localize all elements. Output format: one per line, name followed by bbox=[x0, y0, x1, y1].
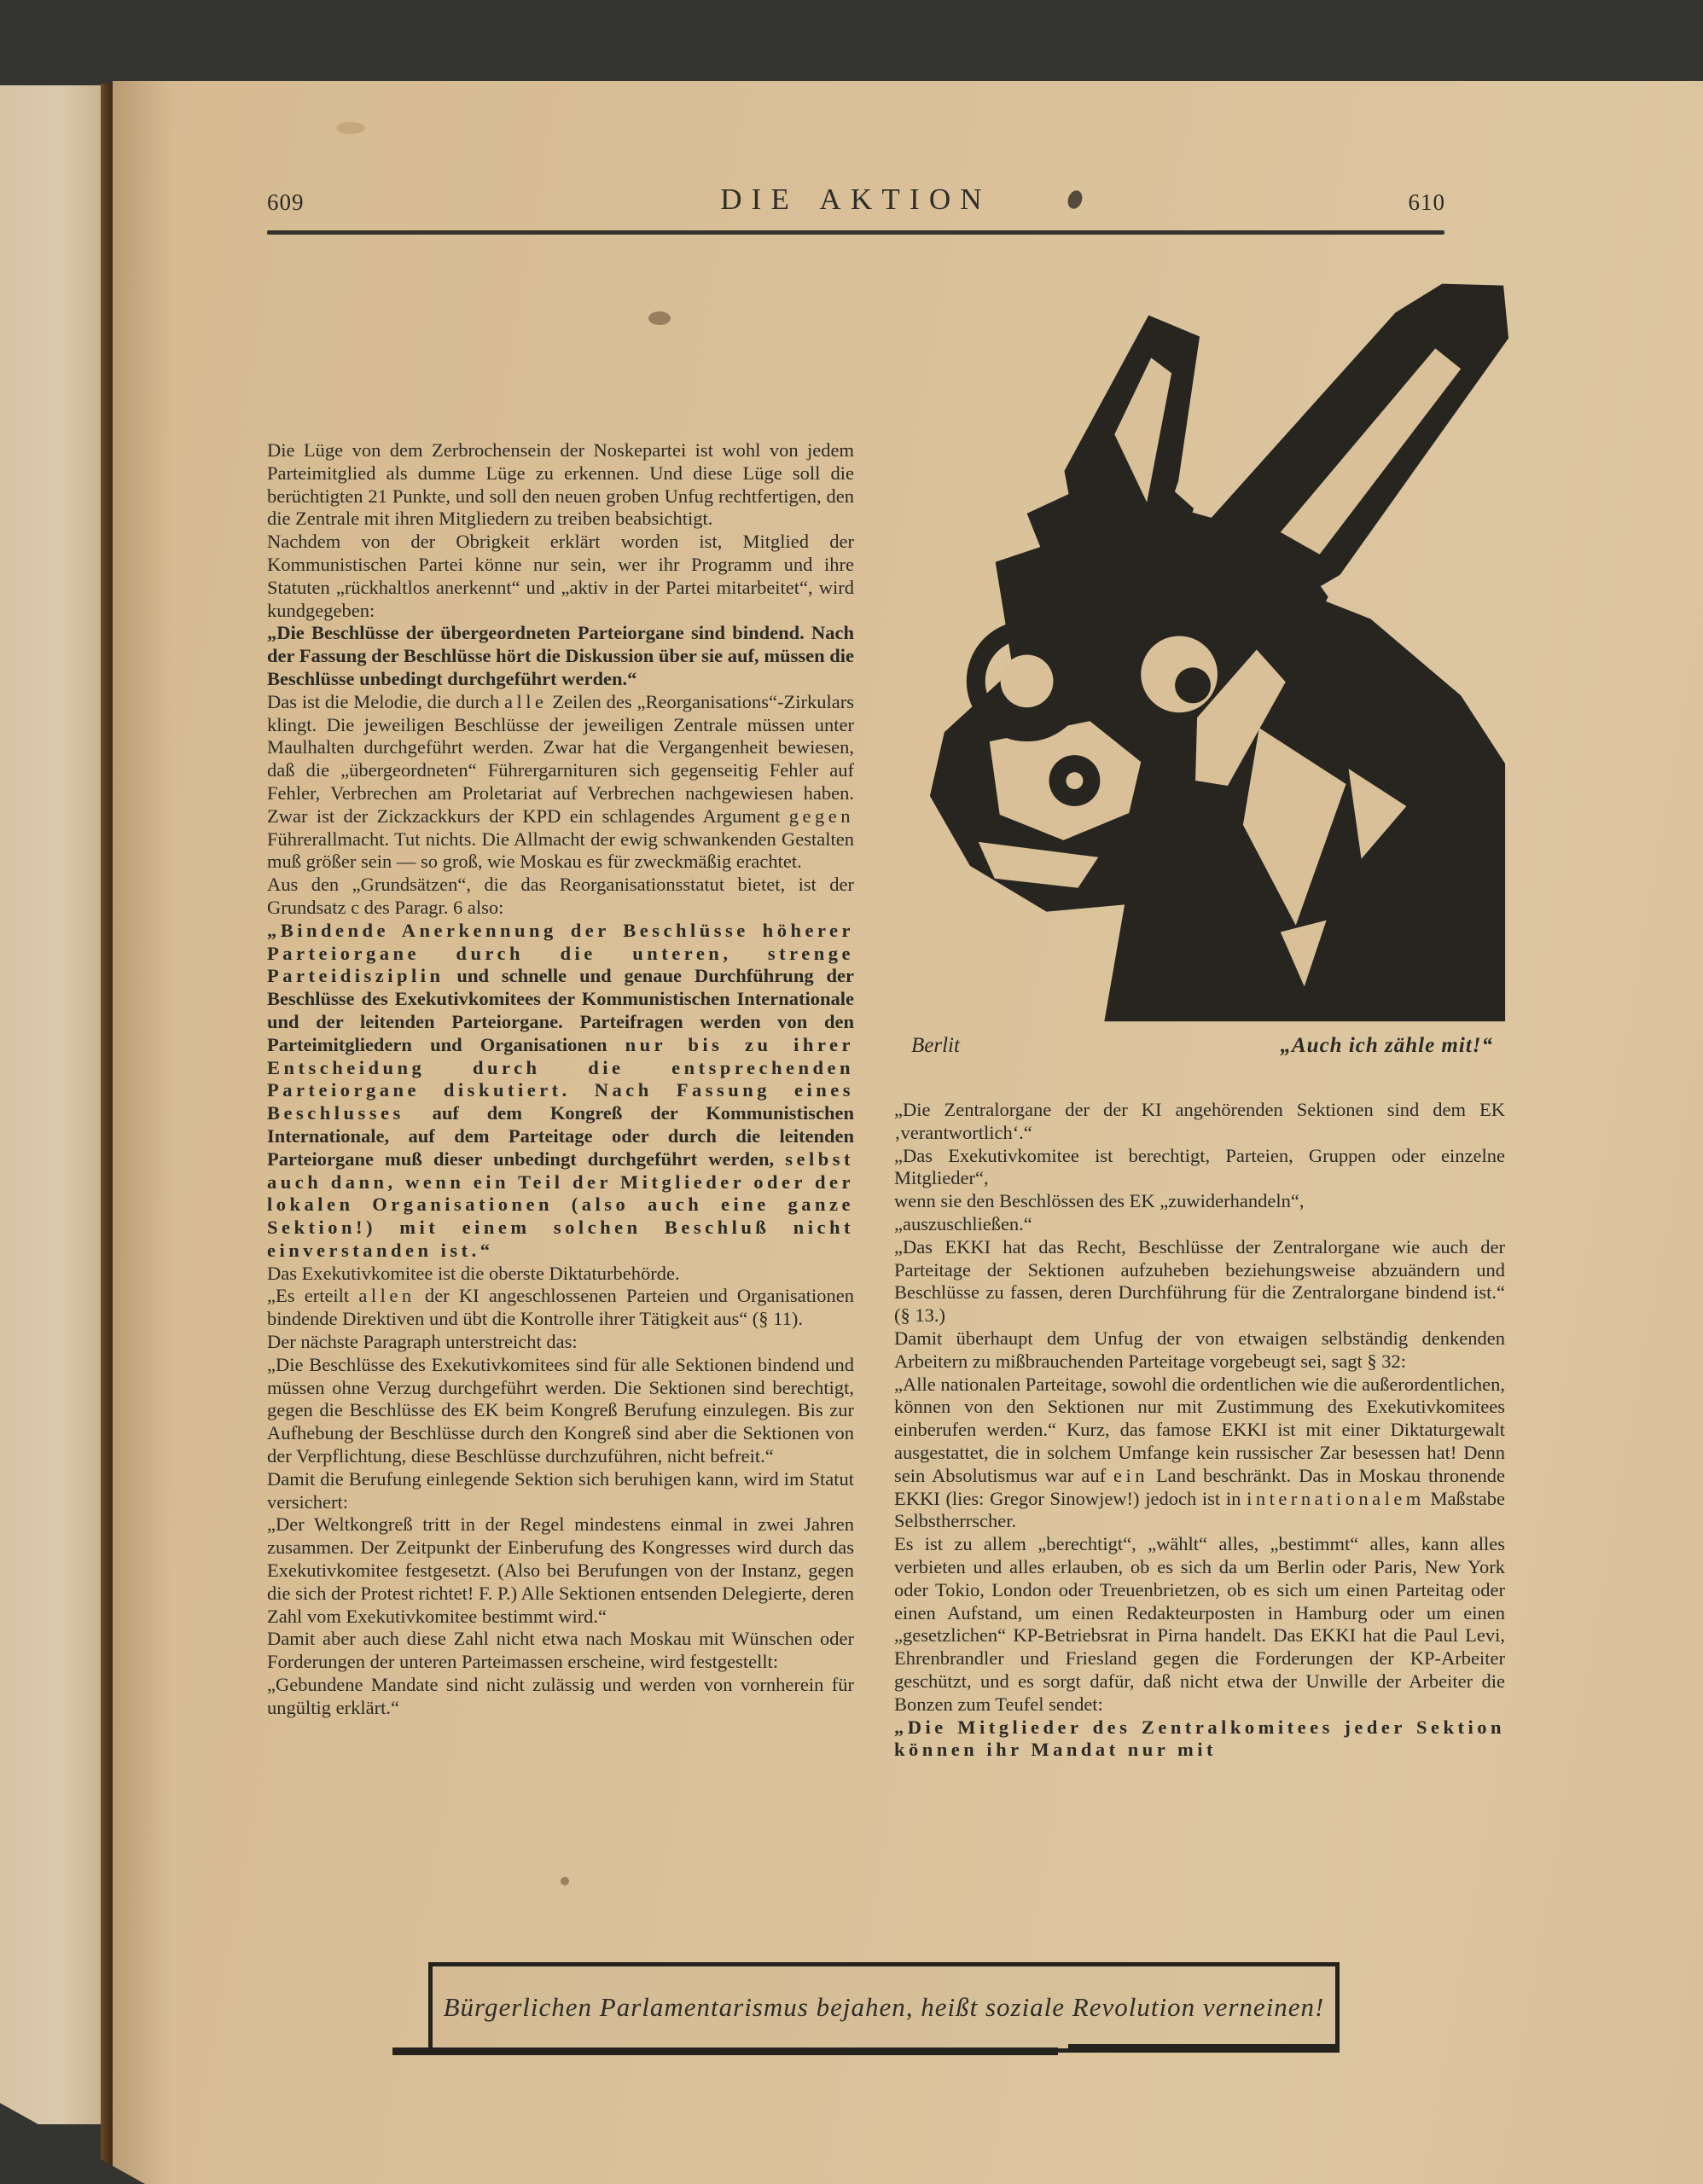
page-number-left: 609 bbox=[267, 189, 305, 215]
paragraph: „Die Beschlüsse des Exekutivkomitees sind für alle Sektionen bindend und müssen ohne Verzug durchgeführt werden. Die Sektionen sind berechtigt, gegen die Beschlüsse des EK beim Kongreß Berufung einzulegen. Bis zur Aufhebung der Beschlüsse durch den Kongreß sind aber die Sektionen von der Verpflichtung, diese Beschlüsse durchzuführen, nicht befreit.“ bbox=[267, 1353, 854, 1467]
footer-banner bbox=[428, 1962, 1340, 2053]
paragraph: „Das Exekutivkomitee ist berechtigt, Parteien, Gruppen oder einzelne Mitglieder“, bbox=[894, 1144, 1505, 1189]
banner-slogan: Bürgerlichen Parlamentarismus bejahen, heißt soziale Revolution verneinen! bbox=[443, 1992, 1325, 2022]
ink-speck bbox=[648, 311, 671, 325]
banner-underline-right bbox=[1068, 2044, 1336, 2052]
paragraph: „Die Zentralorgane der der KI angehörenden Sektionen sind dem EK ‚verantwortlich‘.“ bbox=[894, 1099, 1505, 1143]
paper-stain bbox=[336, 122, 365, 134]
paragraph: Aus den „Grundsätzen“, die das Reorganisationsstatut bietet, ist der Grundsatz c des Paragr. 6 also: bbox=[267, 874, 854, 918]
paragraph: Das ist die Melodie, die durch alle Zeilen des „Reorganisations“-Zirkulars klingt. Die jeweiligen Beschlüsse der jeweiligen Zentrale müssen unter Maulhalten durchgeführt werden. Zwar hat die Vergangenheit bewiesen, daß die „übergeordneten“ Führergarnituren sich gegenseitig Fehler auf Fehler, Verbrechen am Proletariat auf Verbrechen nachgewiesen haben. Zwar ist der Zickzackkurs der KPD ein schlagendes Argument gegen Führerallmacht. Tut nichts. Die Allmacht der ewig schwankenden Gestalten muß größer sein — so groß, wie Moskau es für zweckmäßig erachtet. bbox=[267, 690, 854, 873]
left-text-column bbox=[267, 439, 854, 1945]
right-text-column bbox=[894, 1099, 1505, 1982]
donkey-woodcut-illustration bbox=[898, 249, 1527, 1024]
banner-underline-left bbox=[392, 2048, 1058, 2055]
paragraph: „Alle nationalen Parteitage, sowohl die ordentlichen wie die außerordentlichen, können von den Sektionen nur mit Zustimmung des Exekutivkomitees einberufen werden.“ Kurz, das famose EKKI ist mit einer Diktaturgewalt ausgestattet, die in solchem Umfange kein russischer Zar besessen hat! Denn sein Absolutismus war auf ein Land beschränkt. Das in Moskau thronende EKKI (lies: Gregor Sinowjew!) jedoch ist in internationalem Maßstabe Selbstherrscher. bbox=[894, 1373, 1505, 1532]
paragraph: Es ist zu allem „berechtigt“, „wählt“ alles, „bestimmt“ alles, kann alles verbieten und alles erlauben, ob es sich da um Berlin oder Paris, New York oder Tokio, London oder Treuenbrietzen, ob es sich um einen Parteitag oder einen Aufstand, um einen Redakteurposten in Hamburg oder um einen „gesetzlichen“ KP-Betriebsrat in Pirna handelt. Das EKKI hat die Paul Levi, Ehrenbrandler und Friesland gegen die Forderungen der KP-Arbeiter geschützt, und es sorgt dafür, daß nicht etwa der Unwille der Arbeiter die Bonzen zum Teufel sendet: bbox=[894, 1533, 1505, 1715]
paragraph: „Bindende Anerkennung der Beschlüsse höherer Parteiorgane durch die unteren, strenge Parteidisziplin und schnelle und genaue Durchführung der Beschlüsse des Exekutivkomitees der Kommunistischen Internationale und der leitenden Parteiorgane. Parteifragen werden von den Parteimitgliedern und Organisationen nur bis zu ihrer Entscheidung durch die entsprechenden Parteiorgane diskutiert. Nach Fassung eines Beschlusses auf dem Kongreß der Kommunistischen Internationale, auf dem Parteitage oder durch die leitenden Parteiorgane muß dieser unbedingt durchgeführt werden, selbst auch dann, wenn ein Teil der Mitglieder oder der lokalen Organisationen (also auch eine ganze Sektion!) mit einem solchen Beschluß nicht einverstanden ist.“ bbox=[267, 919, 854, 1261]
paragraph: „Es erteilt allen der KI angeschlossenen Parteien und Organisationen bindende Direktiven und übt die Kontrolle ihrer Tätigkeit aus“ (§ 11). bbox=[267, 1285, 854, 1330]
paragraph: Der nächste Paragraph unterstreicht das: bbox=[267, 1331, 578, 1353]
paragraph: „Gebundene Mandate sind nicht zulässig und werden von vornherein für ungültig erklärt.“ bbox=[267, 1674, 854, 1718]
paragraph: „auszuschließen.“ bbox=[894, 1212, 1032, 1234]
paragraph: Das Exekutivkomitee ist die oberste Diktaturbehörde. bbox=[267, 1262, 680, 1284]
page-gutter-shadow bbox=[101, 84, 113, 2184]
paragraph: „Die Beschlüsse der übergeordneten Parteiorgane sind bindend. Nach der Fassung der Beschlüsse hört die Diskussion über sie auf, müssen die Beschlüsse unbedingt durchgeführt werden.“ bbox=[267, 622, 854, 689]
illustration-caption-row bbox=[911, 1034, 1493, 1058]
illustration-artist: Berlit bbox=[911, 1034, 960, 1057]
paragraph: Damit die Berufung einlegende Sektion sich beruhigen kann, wird im Statut versichert: bbox=[267, 1467, 854, 1513]
illustration-caption: „Auch ich zähle mit!“ bbox=[1280, 1034, 1493, 1057]
paragraph: „Die Mitglieder des Zentralkomitees jeder Sektion können ihr Mandat nur mit bbox=[894, 1716, 1505, 1761]
paragraph: Die Lüge von dem Zerbrochensein der Noskepartei ist wohl von jedem Parteimitglied als dumme Lüge zu erkennen. Und diese Lüge soll die berüchtigten 21 Punkte, und soll den neuen groben Unfug rechtfertigen, den die Zentrale mit ihren Mitgliedern zu treiben beabsichtigt. bbox=[267, 439, 854, 530]
header-rule bbox=[267, 230, 1444, 235]
paragraph: Damit überhaupt dem Unfug der von etwaigen selbständig denkenden Arbeitern zu mißbrauchenden Parteitage vorgebeugt sei, sagt § 32: bbox=[894, 1327, 1505, 1372]
masthead-title: DIE AKTION bbox=[720, 183, 991, 216]
paragraph: Damit aber auch diese Zahl nicht etwa nach Moskau mit Wünschen oder Forderungen der unteren Parteimassen erscheine, wird festgestellt: bbox=[267, 1628, 854, 1673]
previous-page-edge bbox=[0, 85, 101, 2124]
paragraph: wenn sie den Beschlössen des EK „zuwiderhandeln“, bbox=[894, 1190, 1305, 1212]
paragraph: „Der Weltkongreß tritt in der Regel mindestens einmal in zwei Jahren zusammen. Der Zeitpunkt der Einberufung des Kongresses wird durch das Exekutivkomitee festgesetzt. (Also bei Berufungen von der Instanz, gegen die sich der Protest richtet! F. P.) Alle Sektionen entsenden Delegierte, deren Zahl vom Exekutivkomitee bestimmt wird.“ bbox=[267, 1513, 854, 1627]
paragraph: Nachdem von der Obrigkeit erklärt worden ist, Mitglied der Kommunistischen Partei könne nur sein, wer ihr Programm und ihre Statuten „rückhaltlos anerkennt“ und „aktiv in der Partei mitarbeitet“, wird kundgegeben: bbox=[267, 531, 854, 621]
paragraph: „Das EKKI hat das Recht, Beschlüsse der Zentralorgane wie auch der Parteitage der Sektionen aufzuheben beziehungsweise abzuändern und Beschlüsse zu fassen, deren Durchführung für die Zentralorgane bindend ist.“ (§ 13.) bbox=[894, 1235, 1505, 1327]
woodcut-svg bbox=[898, 249, 1527, 1024]
page-number-right: 610 bbox=[1408, 189, 1445, 215]
